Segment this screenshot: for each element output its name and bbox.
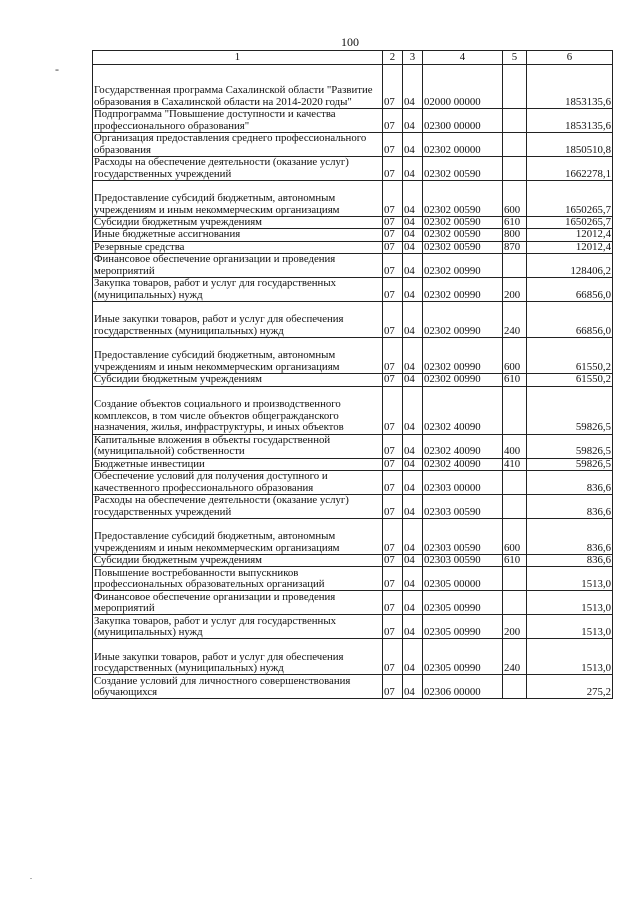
- row-expense-type: [503, 471, 527, 495]
- row-section: 07: [383, 386, 403, 434]
- row-section: 07: [383, 567, 403, 591]
- row-amount: 1650265,7: [527, 217, 613, 229]
- row-amount: 1853135,6: [527, 109, 613, 133]
- row-expense-type: 600: [503, 181, 527, 217]
- row-expense-type: [503, 157, 527, 181]
- row-subsection: 04: [403, 615, 423, 639]
- row-target-article: 02302 40090: [423, 386, 503, 434]
- row-expense-type: [503, 65, 527, 109]
- row-subsection: 04: [403, 217, 423, 229]
- row-subsection: 04: [403, 157, 423, 181]
- row-amount: 1650265,7: [527, 181, 613, 217]
- row-amount: 66856,0: [527, 302, 613, 338]
- table-row: [93, 434, 613, 458]
- row-subsection: 04: [403, 386, 423, 434]
- row-subsection: 04: [403, 241, 423, 253]
- table-row: [93, 254, 613, 278]
- row-name: Субсидии бюджетным учреждениям: [93, 217, 383, 229]
- row-name: Обеспечение условий для получения доступного и качественного профессионального образования: [93, 471, 383, 495]
- row-target-article: 02303 00000: [423, 471, 503, 495]
- row-target-article: 02302 00990: [423, 338, 503, 374]
- row-expense-type: 400: [503, 434, 527, 458]
- row-name: Капитальные вложения в объекты государственной (муниципальной) собственности: [93, 434, 383, 458]
- row-name: Субсидии бюджетным учреждениям: [93, 555, 383, 567]
- table-row: [93, 109, 613, 133]
- row-name: Иные бюджетные ассигнования: [93, 229, 383, 241]
- row-section: 07: [383, 241, 403, 253]
- row-expense-type: [503, 133, 527, 157]
- table-row: [93, 229, 613, 241]
- row-name: Расходы на обеспечение деятельности (оказание услуг) государственных учреждений: [93, 495, 383, 519]
- row-subsection: 04: [403, 338, 423, 374]
- row-name: Повышение востребованности выпускников профессиональных образовательных организаций: [93, 567, 383, 591]
- table-row: [93, 374, 613, 386]
- table-row: [93, 458, 613, 470]
- row-expense-type: 240: [503, 302, 527, 338]
- row-subsection: 04: [403, 675, 423, 699]
- row-expense-type: 240: [503, 639, 527, 675]
- table-row: [93, 471, 613, 495]
- col-header-target-article: 4: [423, 51, 503, 65]
- row-target-article: 02306 00000: [423, 675, 503, 699]
- col-header-amount: 6: [527, 51, 613, 65]
- row-target-article: 02303 00590: [423, 495, 503, 519]
- row-subsection: 04: [403, 458, 423, 470]
- table-row: [93, 302, 613, 338]
- row-expense-type: 610: [503, 217, 527, 229]
- row-target-article: 02302 00590: [423, 181, 503, 217]
- row-amount: 59826,5: [527, 458, 613, 470]
- table-row: [93, 386, 613, 434]
- table-row: [93, 615, 613, 639]
- margin-dot: .: [30, 872, 32, 881]
- row-target-article: 02000 00000: [423, 65, 503, 109]
- row-name: Закупка товаров, работ и услуг для государственных (муниципальных) нужд: [93, 278, 383, 302]
- row-section: 07: [383, 181, 403, 217]
- table-row: [93, 133, 613, 157]
- row-subsection: 04: [403, 639, 423, 675]
- row-subsection: 04: [403, 65, 423, 109]
- row-section: 07: [383, 217, 403, 229]
- row-name: Расходы на обеспечение деятельности (оказание услуг) государственных учреждений: [93, 157, 383, 181]
- row-amount: 1513,0: [527, 639, 613, 675]
- budget-table: [92, 50, 613, 699]
- row-expense-type: [503, 254, 527, 278]
- col-header-subsection: 3: [403, 51, 423, 65]
- table-row: [93, 217, 613, 229]
- row-expense-type: 870: [503, 241, 527, 253]
- row-amount: 836,6: [527, 555, 613, 567]
- row-amount: 128406,2: [527, 254, 613, 278]
- row-subsection: 04: [403, 229, 423, 241]
- row-name: Предоставление субсидий бюджетным, автономным учреждениям и иным некоммерческим организациям: [93, 181, 383, 217]
- row-amount: 59826,5: [527, 386, 613, 434]
- table-row: [93, 181, 613, 217]
- row-target-article: 02302 00590: [423, 241, 503, 253]
- row-section: 07: [383, 615, 403, 639]
- row-section: 07: [383, 434, 403, 458]
- row-section: 07: [383, 109, 403, 133]
- row-target-article: 02305 00000: [423, 567, 503, 591]
- row-section: 07: [383, 338, 403, 374]
- row-target-article: 02302 40090: [423, 434, 503, 458]
- row-section: 07: [383, 555, 403, 567]
- row-section: 07: [383, 254, 403, 278]
- row-expense-type: 800: [503, 229, 527, 241]
- row-expense-type: [503, 591, 527, 615]
- row-target-article: 02303 00590: [423, 555, 503, 567]
- row-target-article: 02305 00990: [423, 591, 503, 615]
- row-amount: 1513,0: [527, 591, 613, 615]
- row-name: Создание объектов социального и производственного комплексов, в том числе объектов общегражданского назначения, жилья, инфраструктуры, и иных объектов: [93, 386, 383, 434]
- row-name: Закупка товаров, работ и услуг для государственных (муниципальных) нужд: [93, 615, 383, 639]
- row-subsection: 04: [403, 434, 423, 458]
- table-row: [93, 278, 613, 302]
- row-subsection: 04: [403, 109, 423, 133]
- row-amount: 1850510,8: [527, 133, 613, 157]
- row-target-article: 02302 00590: [423, 217, 503, 229]
- row-name: Предоставление субсидий бюджетным, автономным учреждениям и иным некоммерческим организациям: [93, 338, 383, 374]
- table-row: [93, 639, 613, 675]
- row-target-article: 02302 00000: [423, 133, 503, 157]
- row-expense-type: [503, 495, 527, 519]
- row-target-article: 02302 00990: [423, 374, 503, 386]
- row-name: Иные закупки товаров, работ и услуг для обеспечения государственных (муниципальных) нужд: [93, 639, 383, 675]
- row-section: 07: [383, 229, 403, 241]
- row-subsection: 04: [403, 519, 423, 555]
- row-subsection: 04: [403, 278, 423, 302]
- row-subsection: 04: [403, 555, 423, 567]
- row-name: Создание условий для личностного совершенствования обучающихся: [93, 675, 383, 699]
- table-row: [93, 567, 613, 591]
- row-subsection: 04: [403, 567, 423, 591]
- row-amount: 66856,0: [527, 278, 613, 302]
- row-name: Резервные средства: [93, 241, 383, 253]
- row-subsection: 04: [403, 302, 423, 338]
- row-section: 07: [383, 519, 403, 555]
- table-row: [93, 241, 613, 253]
- row-section: 07: [383, 458, 403, 470]
- row-amount: 12012,4: [527, 241, 613, 253]
- margin-mark: -: [55, 62, 59, 76]
- row-expense-type: 610: [503, 374, 527, 386]
- page-number: 100: [341, 35, 359, 49]
- table-row: [93, 591, 613, 615]
- row-section: 07: [383, 495, 403, 519]
- row-name: Государственная программа Сахалинской области "Развитие образования в Сахалинской области на 2014-2020 годы": [93, 65, 383, 109]
- row-target-article: 02302 00990: [423, 302, 503, 338]
- row-subsection: 04: [403, 495, 423, 519]
- row-target-article: 02302 40090: [423, 458, 503, 470]
- row-amount: 61550,2: [527, 374, 613, 386]
- row-expense-type: 600: [503, 519, 527, 555]
- row-section: 07: [383, 675, 403, 699]
- row-name: Организация предоставления среднего профессионального образования: [93, 133, 383, 157]
- row-subsection: 04: [403, 254, 423, 278]
- row-section: 07: [383, 471, 403, 495]
- row-amount: 1513,0: [527, 567, 613, 591]
- row-name: Финансовое обеспечение организации и проведения мероприятий: [93, 254, 383, 278]
- table-row: [93, 495, 613, 519]
- row-subsection: 04: [403, 133, 423, 157]
- row-amount: 1853135,6: [527, 65, 613, 109]
- row-amount: 836,6: [527, 471, 613, 495]
- row-section: 07: [383, 374, 403, 386]
- table-row: [93, 555, 613, 567]
- row-target-article: 02303 00590: [423, 519, 503, 555]
- row-expense-type: 600: [503, 338, 527, 374]
- row-expense-type: 610: [503, 555, 527, 567]
- table-row: [93, 338, 613, 374]
- row-amount: 836,6: [527, 495, 613, 519]
- table-row: [93, 675, 613, 699]
- row-section: 07: [383, 65, 403, 109]
- row-subsection: 04: [403, 374, 423, 386]
- row-name: Субсидии бюджетным учреждениям: [93, 374, 383, 386]
- row-expense-type: 200: [503, 278, 527, 302]
- row-section: 07: [383, 157, 403, 181]
- row-target-article: 02305 00990: [423, 615, 503, 639]
- table-row: [93, 157, 613, 181]
- row-section: 07: [383, 302, 403, 338]
- col-header-expense-type: 5: [503, 51, 527, 65]
- row-name: Иные закупки товаров, работ и услуг для обеспечения государственных (муниципальных) нужд: [93, 302, 383, 338]
- row-expense-type: 200: [503, 615, 527, 639]
- row-expense-type: [503, 567, 527, 591]
- row-target-article: 02302 00590: [423, 157, 503, 181]
- row-section: 07: [383, 591, 403, 615]
- col-header-name: 1: [93, 51, 383, 65]
- row-target-article: 02302 00990: [423, 254, 503, 278]
- row-target-article: 02300 00000: [423, 109, 503, 133]
- table-row: [93, 65, 613, 109]
- row-expense-type: [503, 675, 527, 699]
- row-amount: 1662278,1: [527, 157, 613, 181]
- row-amount: 12012,4: [527, 229, 613, 241]
- row-expense-type: [503, 109, 527, 133]
- row-name: Подпрограмма "Повышение доступности и качества профессионального образования": [93, 109, 383, 133]
- row-amount: 1513,0: [527, 615, 613, 639]
- row-section: 07: [383, 639, 403, 675]
- table-row: [93, 519, 613, 555]
- row-subsection: 04: [403, 591, 423, 615]
- row-expense-type: [503, 386, 527, 434]
- row-target-article: 02302 00590: [423, 229, 503, 241]
- row-amount: 59826,5: [527, 434, 613, 458]
- row-name: Финансовое обеспечение организации и проведения мероприятий: [93, 591, 383, 615]
- row-target-article: 02302 00990: [423, 278, 503, 302]
- table-header-row: [93, 51, 613, 65]
- row-section: 07: [383, 278, 403, 302]
- row-name: Предоставление субсидий бюджетным, автономным учреждениям и иным некоммерческим организациям: [93, 519, 383, 555]
- row-target-article: 02305 00990: [423, 639, 503, 675]
- row-subsection: 04: [403, 181, 423, 217]
- row-amount: 275,2: [527, 675, 613, 699]
- row-subsection: 04: [403, 471, 423, 495]
- col-header-section: 2: [383, 51, 403, 65]
- row-amount: 836,6: [527, 519, 613, 555]
- row-section: 07: [383, 133, 403, 157]
- row-name: Бюджетные инвестиции: [93, 458, 383, 470]
- row-expense-type: 410: [503, 458, 527, 470]
- row-amount: 61550,2: [527, 338, 613, 374]
